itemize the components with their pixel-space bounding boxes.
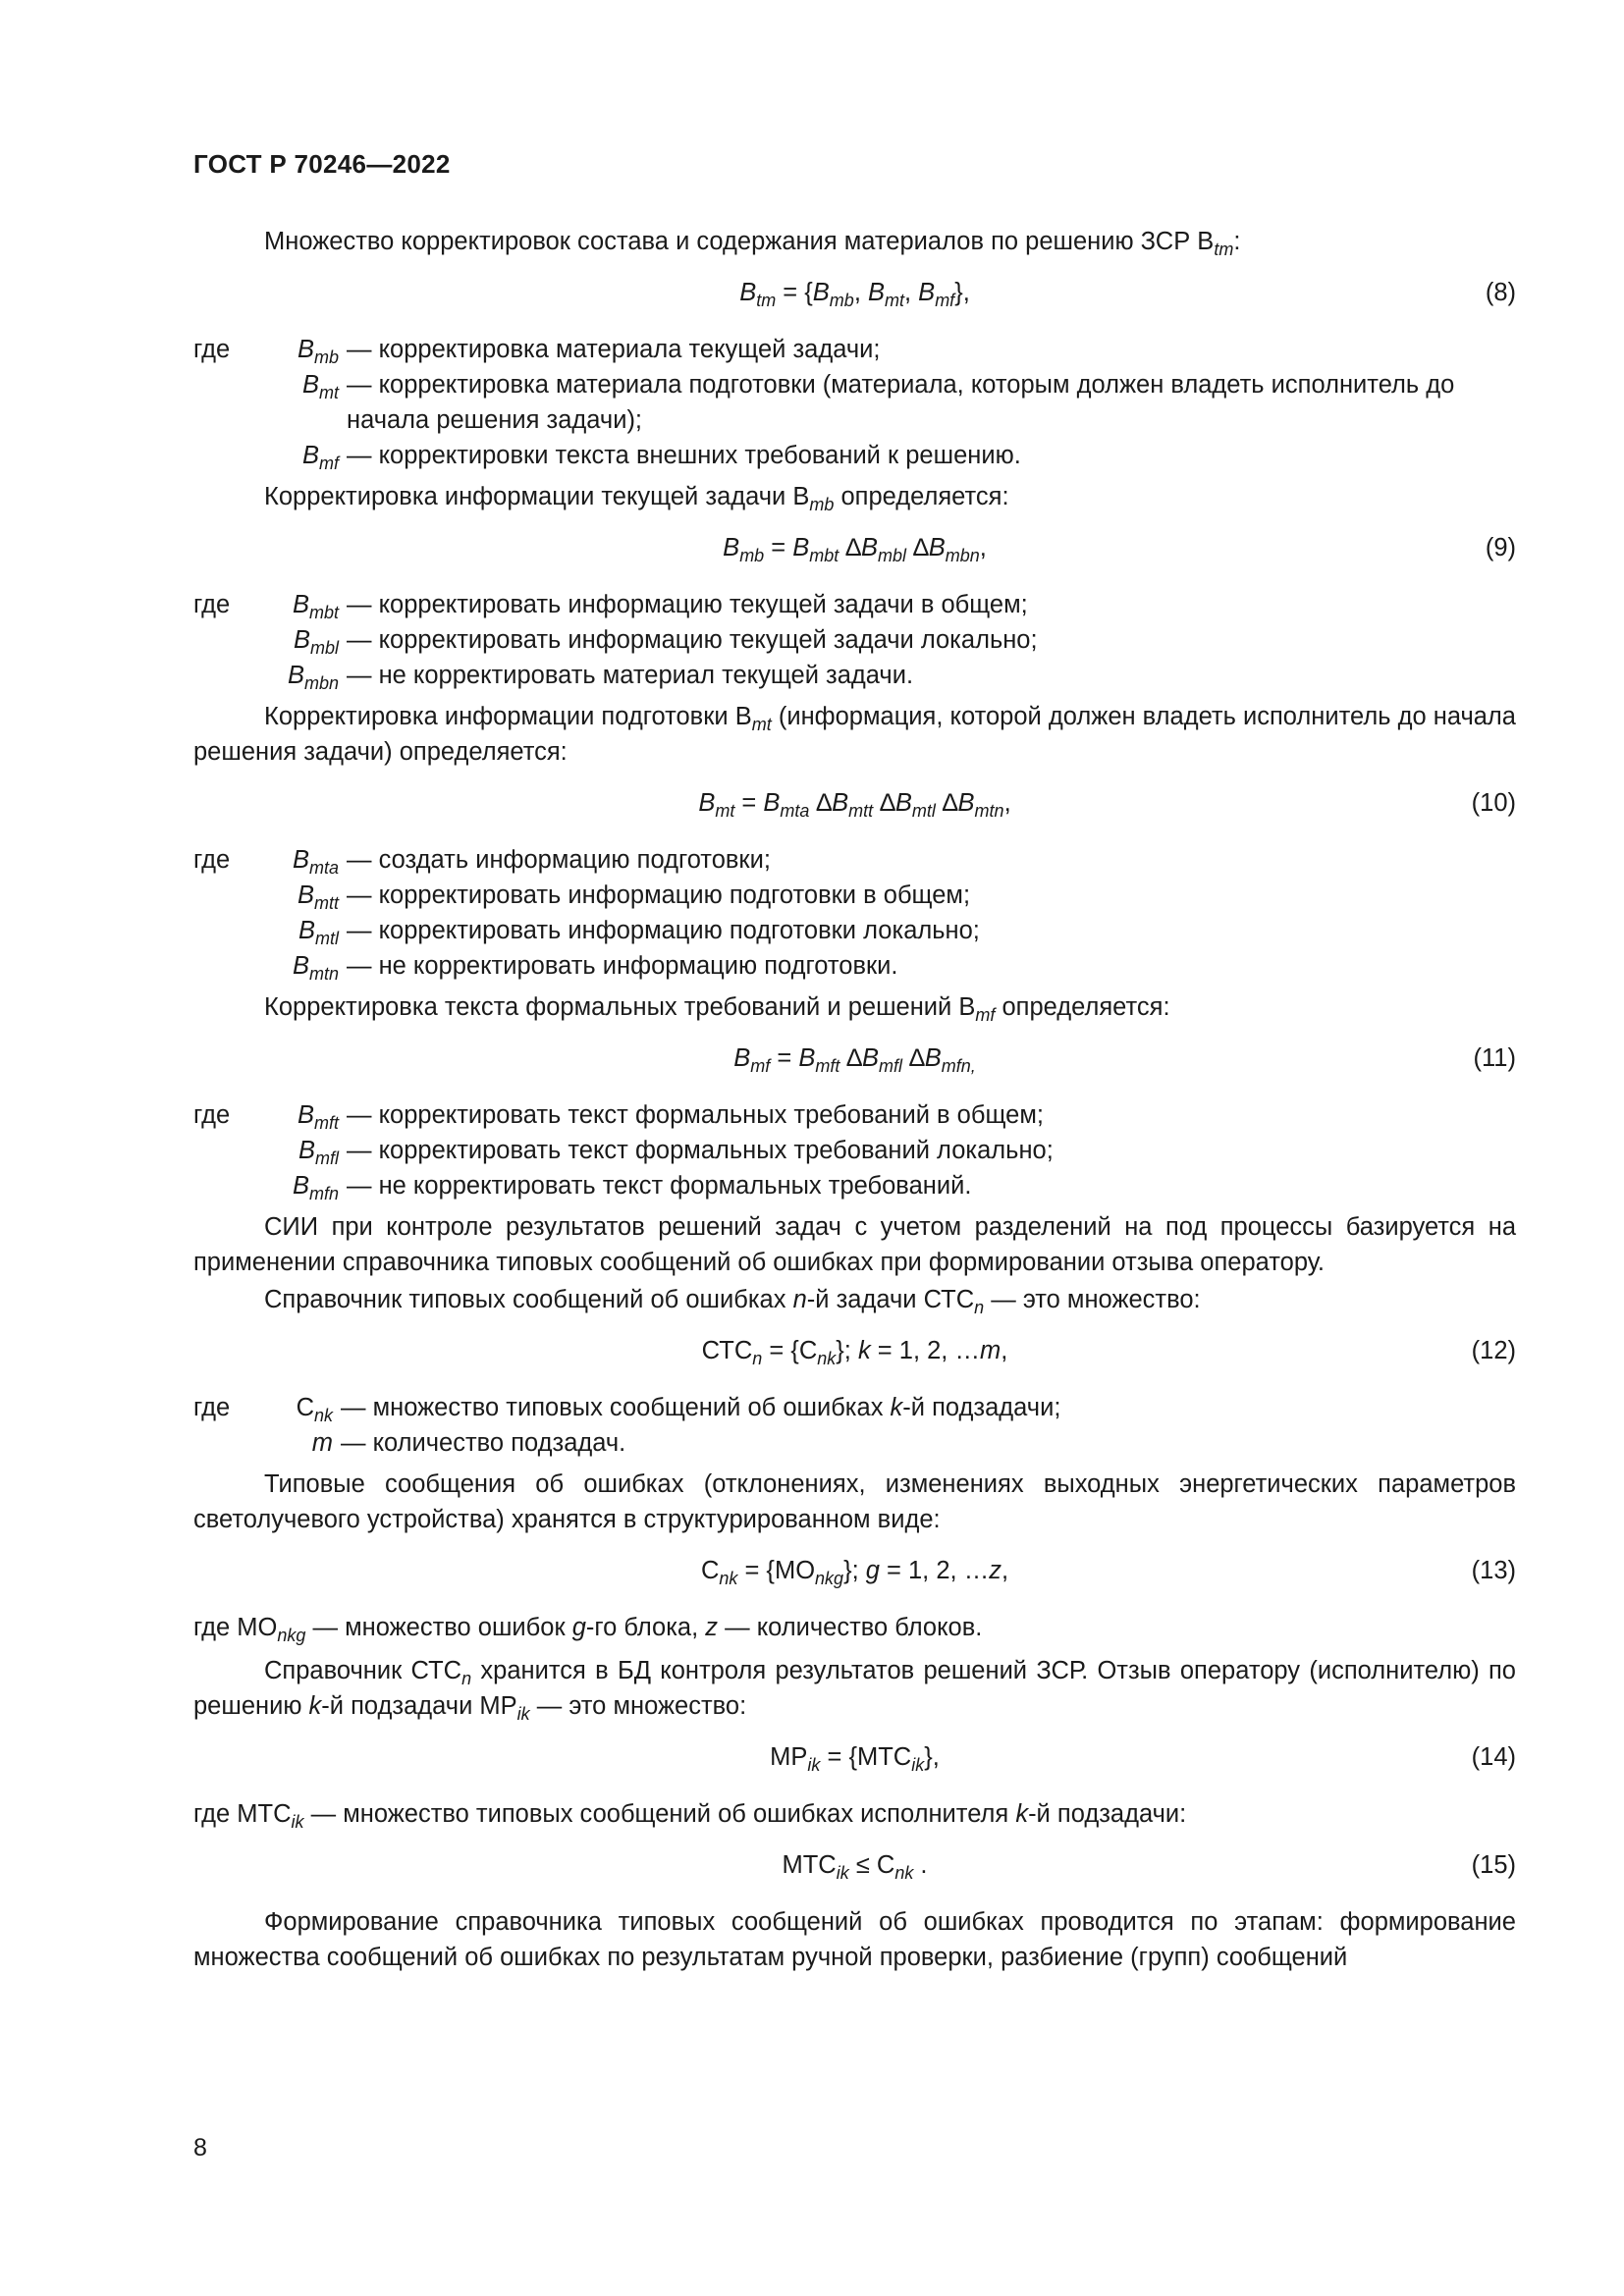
where-list-9 bbox=[193, 587, 1516, 693]
formula-8 bbox=[193, 275, 1516, 310]
formula-13-expression: $С_{nk} = \{МО_{nkg}\}$; g = 1, 2, …z, bbox=[700, 1557, 1009, 1588]
page-number: 8 bbox=[193, 2134, 207, 2162]
where-row: $B_{mt}$ — корректировка материала подготовки (материала, которым должен владеть исполнитель до начала решения задачи); bbox=[301, 371, 1455, 434]
where-row: $B_{mbl}$ — корректировать информацию текущей задачи локально; bbox=[293, 626, 1038, 658]
where-list-11 bbox=[193, 1097, 1516, 1203]
formula-10 bbox=[193, 785, 1516, 821]
formula-14 bbox=[193, 1739, 1516, 1775]
paragraph-13-intro: Типовые сообщения об ошибках (отклонениях, изменениях выходных энергетических параметров светолучевого устройства) хранятся в структурированном виде: bbox=[193, 1470, 1516, 1533]
formula-15 bbox=[193, 1847, 1516, 1883]
document-body bbox=[193, 224, 1516, 1977]
formula-12-number: (12) bbox=[1471, 1337, 1516, 1364]
where-row: m — количество подзадач. bbox=[311, 1429, 626, 1457]
where-row: $B_{mf}$ — корректировки текста внешних требований к решению. bbox=[301, 442, 1021, 473]
where-row: $B_{mtt}$ — корректировать информацию подготовки в общем; bbox=[297, 881, 971, 913]
formula-14-expression: $МР_{ik} = \{МТС_{ik}\}$, bbox=[770, 1743, 940, 1775]
where-list-8 bbox=[193, 332, 1516, 473]
where-row: $B_{mfn}$ — не корректировать текст формальных требований. bbox=[292, 1172, 972, 1203]
paragraph-sii: СИИ при контроле результатов решений задач с учетом разделений на под процессы базируется на применении справочника типовых сообщений об ошибках при формировании отзыва оператору. bbox=[193, 1213, 1516, 1276]
formula-11 bbox=[193, 1041, 1516, 1076]
where-row: $B_{mfl}$ — корректировать текст формальных требований локально; bbox=[298, 1137, 1054, 1168]
paragraph-11-intro: Корректировка текста формальных требований и решений $B_{mf}$ определяется: bbox=[264, 993, 1170, 1025]
formula-10-number: (10) bbox=[1471, 789, 1516, 817]
where-list-12 bbox=[193, 1390, 1516, 1461]
formula-13 bbox=[193, 1553, 1516, 1588]
where-row: где $B_{mb}$ — корректировка материала текущей задачи; bbox=[193, 336, 881, 367]
formula-9 bbox=[193, 530, 1516, 565]
paragraph-last: Формирование справочника типовых сообщений об ошибках проводится по этапам: формирование множества сообщений об ошибках по результатам ручной проверки, разбиение (групп) сообщений bbox=[193, 1908, 1516, 1971]
formula-11-expression: $B_{mf} = B_{mft}$ $\Delta B_{mfl}$ $\Delta B_{mfn,}$ bbox=[733, 1044, 976, 1076]
where-row: где $B_{mft}$ — корректировать текст формальных требований в общем; bbox=[193, 1101, 1044, 1133]
where-row: где $B_{mbt}$ — корректировать информацию текущей задачи в общем; bbox=[193, 591, 1028, 622]
paragraph-12-intro: Справочник типовых сообщений об ошибках n-й задачи $СТС_n$ — это множество: bbox=[264, 1286, 1201, 1317]
formula-9-number: (9) bbox=[1485, 534, 1516, 561]
where-row: где $С_{nk}$ — множество типовых сообщений об ошибках k-й подзадачи; bbox=[193, 1394, 1061, 1425]
formula-14-number: (14) bbox=[1471, 1743, 1516, 1771]
where-row: $B_{mbn}$ — не корректировать материал текущей задачи. bbox=[287, 662, 914, 693]
where-line-13: где $МО_{nkg}$ — множество ошибок g-го блока, z — количество блоков. bbox=[193, 1614, 983, 1645]
where-row: $B_{mtn}$ — не корректировать информацию подготовки. bbox=[292, 952, 898, 984]
paragraph-14-intro: Справочник $СТС_n$ хранится в БД контроля результатов решений ЗСР. Отзыв оператору (исполнителю) по решению k-й подзадачи $МР_{ik}$ — это множество: bbox=[193, 1657, 1516, 1724]
formula-15-number: (15) bbox=[1471, 1851, 1516, 1879]
formula-11-number: (11) bbox=[1473, 1044, 1516, 1072]
formula-8-expression: $B_{tm} = \{B_{mb}$, $B_{mt}$, $B_{mf}$}, bbox=[739, 279, 970, 310]
formula-8-number: (8) bbox=[1485, 279, 1516, 306]
where-line-14: где $МТС_{ik}$ — множество типовых сообщений об ошибках исполнителя k-й подзадачи: bbox=[193, 1800, 1187, 1832]
paragraph-9-intro: Корректировка информации текущей задачи $B_{mb}$ определяется: bbox=[264, 483, 1009, 514]
formula-12-expression: $СТС_n = \{С_{nk}\}$; k = 1, 2, …m, bbox=[701, 1337, 1008, 1368]
formula-12 bbox=[193, 1333, 1516, 1368]
paragraph-10-intro: Корректировка информации подготовки $B_{mt}$ (информация, которой должен владеть исполнитель до начала решения задачи) определяется: bbox=[193, 703, 1516, 766]
where-list-10 bbox=[193, 842, 1516, 984]
where-row: где $B_{mta}$ — создать информацию подготовки; bbox=[193, 846, 771, 878]
formula-10-expression: $B_{mt} = B_{mta}$ $\Delta B_{mtt}$ $\Delta B_{mtl}$ $\Delta B_{mtn}$, bbox=[698, 789, 1011, 821]
formula-15-expression: $МТС_{ik} \le С_{nk}$ . bbox=[782, 1851, 928, 1883]
where-row: $B_{mtl}$ — корректировать информацию подготовки локально; bbox=[298, 917, 980, 948]
document-header: ГОСТ Р 70246—2022 bbox=[193, 149, 451, 179]
formula-9-expression: $B_{mb} = B_{mbt}$ $\Delta B_{mbl}$ $\Delta B_{mbn}$, bbox=[723, 534, 987, 565]
formula-13-number: (13) bbox=[1471, 1557, 1516, 1584]
paragraph-8-intro: Множество корректировок состава и содержания материалов по решению ЗСР $B_{tm}$: bbox=[264, 228, 1241, 259]
